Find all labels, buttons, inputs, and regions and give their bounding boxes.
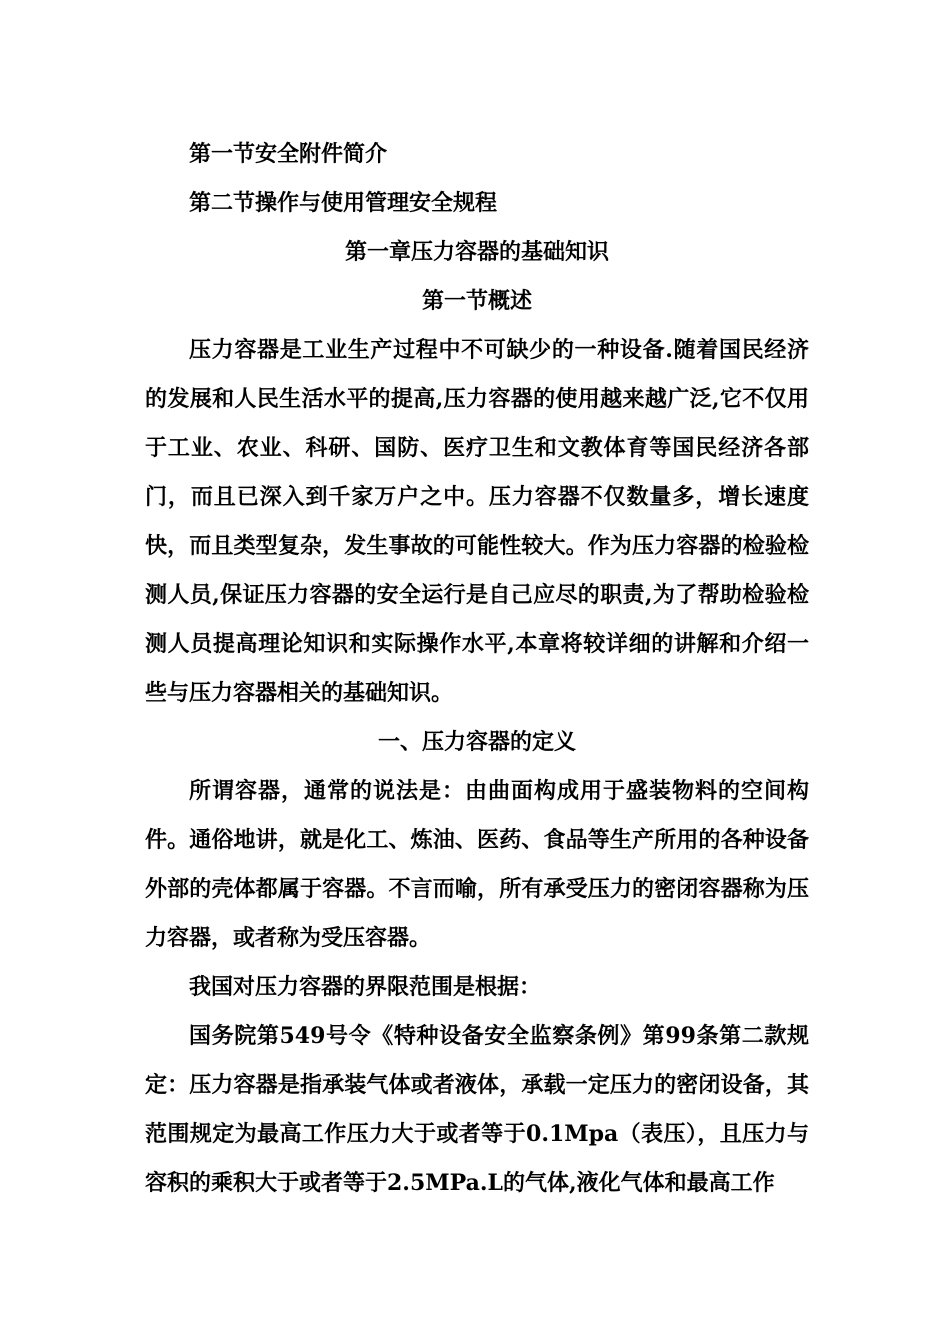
regulation-paragraph: 国务院第549号令《特种设备安全监察条例》第99条第二款规定：压力容器是指承装气体或者液体，承载一定压力的密闭设备，其范围规定为最高工作压力大于或者等于0.1Mpa（表压），且压力与容积的乘积大于或者等于2.5MPa.L的气体,液化气体和最高工作 bbox=[145, 1023, 809, 1196]
section-title: 第一节概述 bbox=[421, 288, 532, 314]
toc-item-1: 第一节安全附件简介 bbox=[189, 141, 388, 167]
intro-paragraph: 压力容器是工业生产过程中不可缺少的一种设备.随着国民经济的发展和人民生活水平的提高,压力容器的使用越来越广泛,它不仅用于工业、农业、科研、国防、医疗卫生和文教体育等国民经济各部门，而且已深入到千家万户之中。压力容器不仅数量多，增长速度快，而且类型复杂，发生事故的可能性较大。作为压力容器的检验检测人员,保证压力容器的安全运行是自己应尽的职责,为了帮助检验检测人员提高理论知识和实际操作水平,本章将较详细的讲解和介绍一些与压力容器相关的基础知识。 bbox=[145, 337, 809, 706]
definition-paragraph: 所谓容器，通常的说法是：由曲面构成用于盛装物料的空间构件。通俗地讲，就是化工、炼油、医药、食品等生产所用的各种设备外部的壳体都属于容器。不言而喻，所有承受压力的密闭容器称为压力容器，或者称为受压容器。 bbox=[145, 778, 809, 951]
subsection-title: 一、压力容器的定义 bbox=[377, 729, 576, 755]
toc-item-2: 第二节操作与使用管理安全规程 bbox=[189, 190, 498, 216]
basis-paragraph: 我国对压力容器的界限范围是根据： bbox=[189, 974, 542, 1000]
document-page bbox=[145, 130, 809, 1208]
chapter-title: 第一章压力容器的基础知识 bbox=[344, 239, 609, 265]
